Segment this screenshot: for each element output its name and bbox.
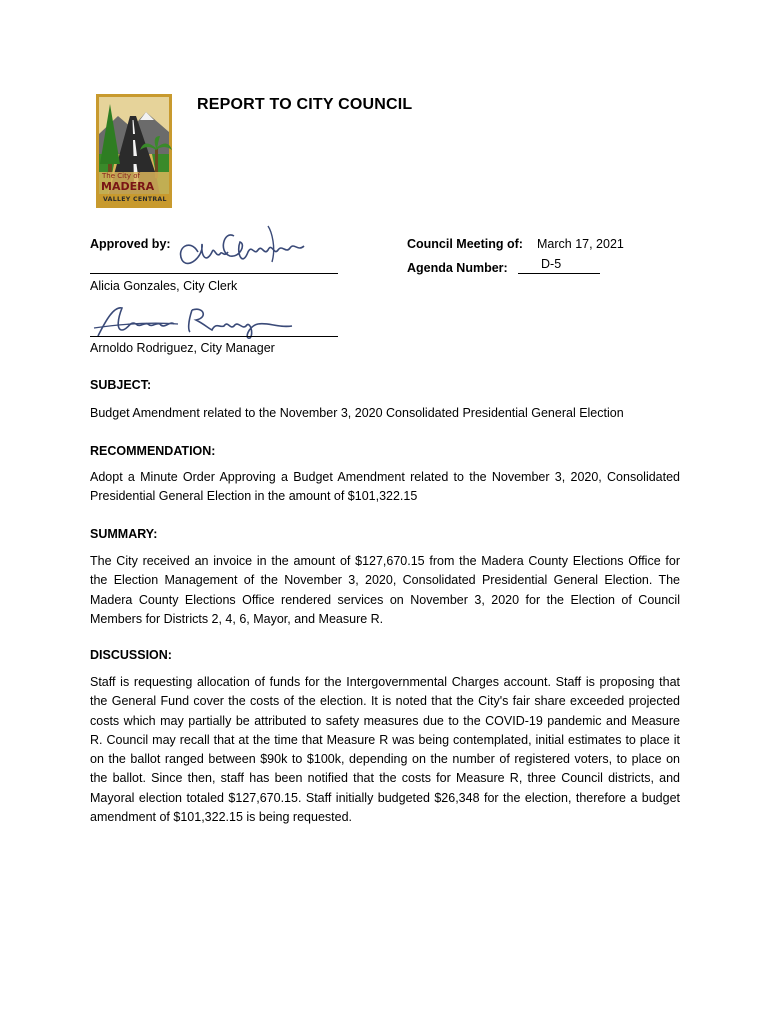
logo-text-line1: The City of (102, 172, 140, 180)
summary-text: The City received an invoice in the amount of $127,670.15 from the Madera County Elections Office for the Election Management of the November 3, 2020, Consolidated Presidential General Election. The Madera County Elections Office rendered services on November 3, 2020 for the Election of Council Members for Districts 2, 4, 6, Mayor, and Measure R. (90, 554, 680, 626)
summary-heading: SUMMARY: (90, 527, 158, 541)
agenda-number: D-5 (541, 257, 562, 271)
discussion-text: Staff is requesting allocation of funds for the Intergovernmental Charges account. Staff is proposing that the General Fund cover the costs of the election. It is noted that the City's fair share exceeded projected costs which may partially be attributed to safety measures due to the COVID-19 pandemic and Measure R. Council may recall that at the time that Measure R was being contemplated, initial estimates to place it on the ballot ranged between $90k to $100k, depending on the number of registered voters, to place on the ballot. Since then, staff has been notified that the costs for Measure R, three Council districts, and Mayoral election totaled $127,670.15. Staff initially budgeted $26,348 for the election, therefore a budget amendment of $101,322.15 is being requested. (90, 675, 680, 825)
manager-name: Arnoldo Rodriguez, City Manager (90, 341, 275, 355)
page-title: REPORT TO CITY COUNCIL (197, 96, 413, 113)
discussion-heading: DISCUSSION: (90, 648, 172, 662)
recommendation-heading: RECOMMENDATION: (90, 444, 216, 458)
logo-text-line2: MADERA (101, 180, 155, 193)
meeting-label: Council Meeting of: (407, 237, 523, 251)
agenda-label: Agenda Number: (407, 261, 508, 275)
subject-heading: SUBJECT: (90, 378, 152, 392)
clerk-signature-line (90, 273, 338, 274)
agenda-number-line (518, 273, 600, 274)
clerk-signature (168, 222, 328, 274)
clerk-name: Alicia Gonzales, City Clerk (90, 279, 238, 293)
city-logo (96, 94, 172, 208)
meeting-date: March 17, 2021 (537, 237, 624, 251)
recommendation-text: Adopt a Minute Order Approving a Budget Amendment related to the November 3, 2020, Consolidated Presidential General Election in the amount of $101,322.15 (90, 470, 680, 504)
subject-text: Budget Amendment related to the November 3, 2020 Consolidated Presidential General Election (90, 406, 624, 420)
manager-signature-line (90, 336, 338, 337)
manager-signature (92, 300, 302, 344)
approved-by-label: Approved by: (90, 237, 171, 251)
logo-text-line3: VALLEY CENTRAL (103, 196, 167, 203)
